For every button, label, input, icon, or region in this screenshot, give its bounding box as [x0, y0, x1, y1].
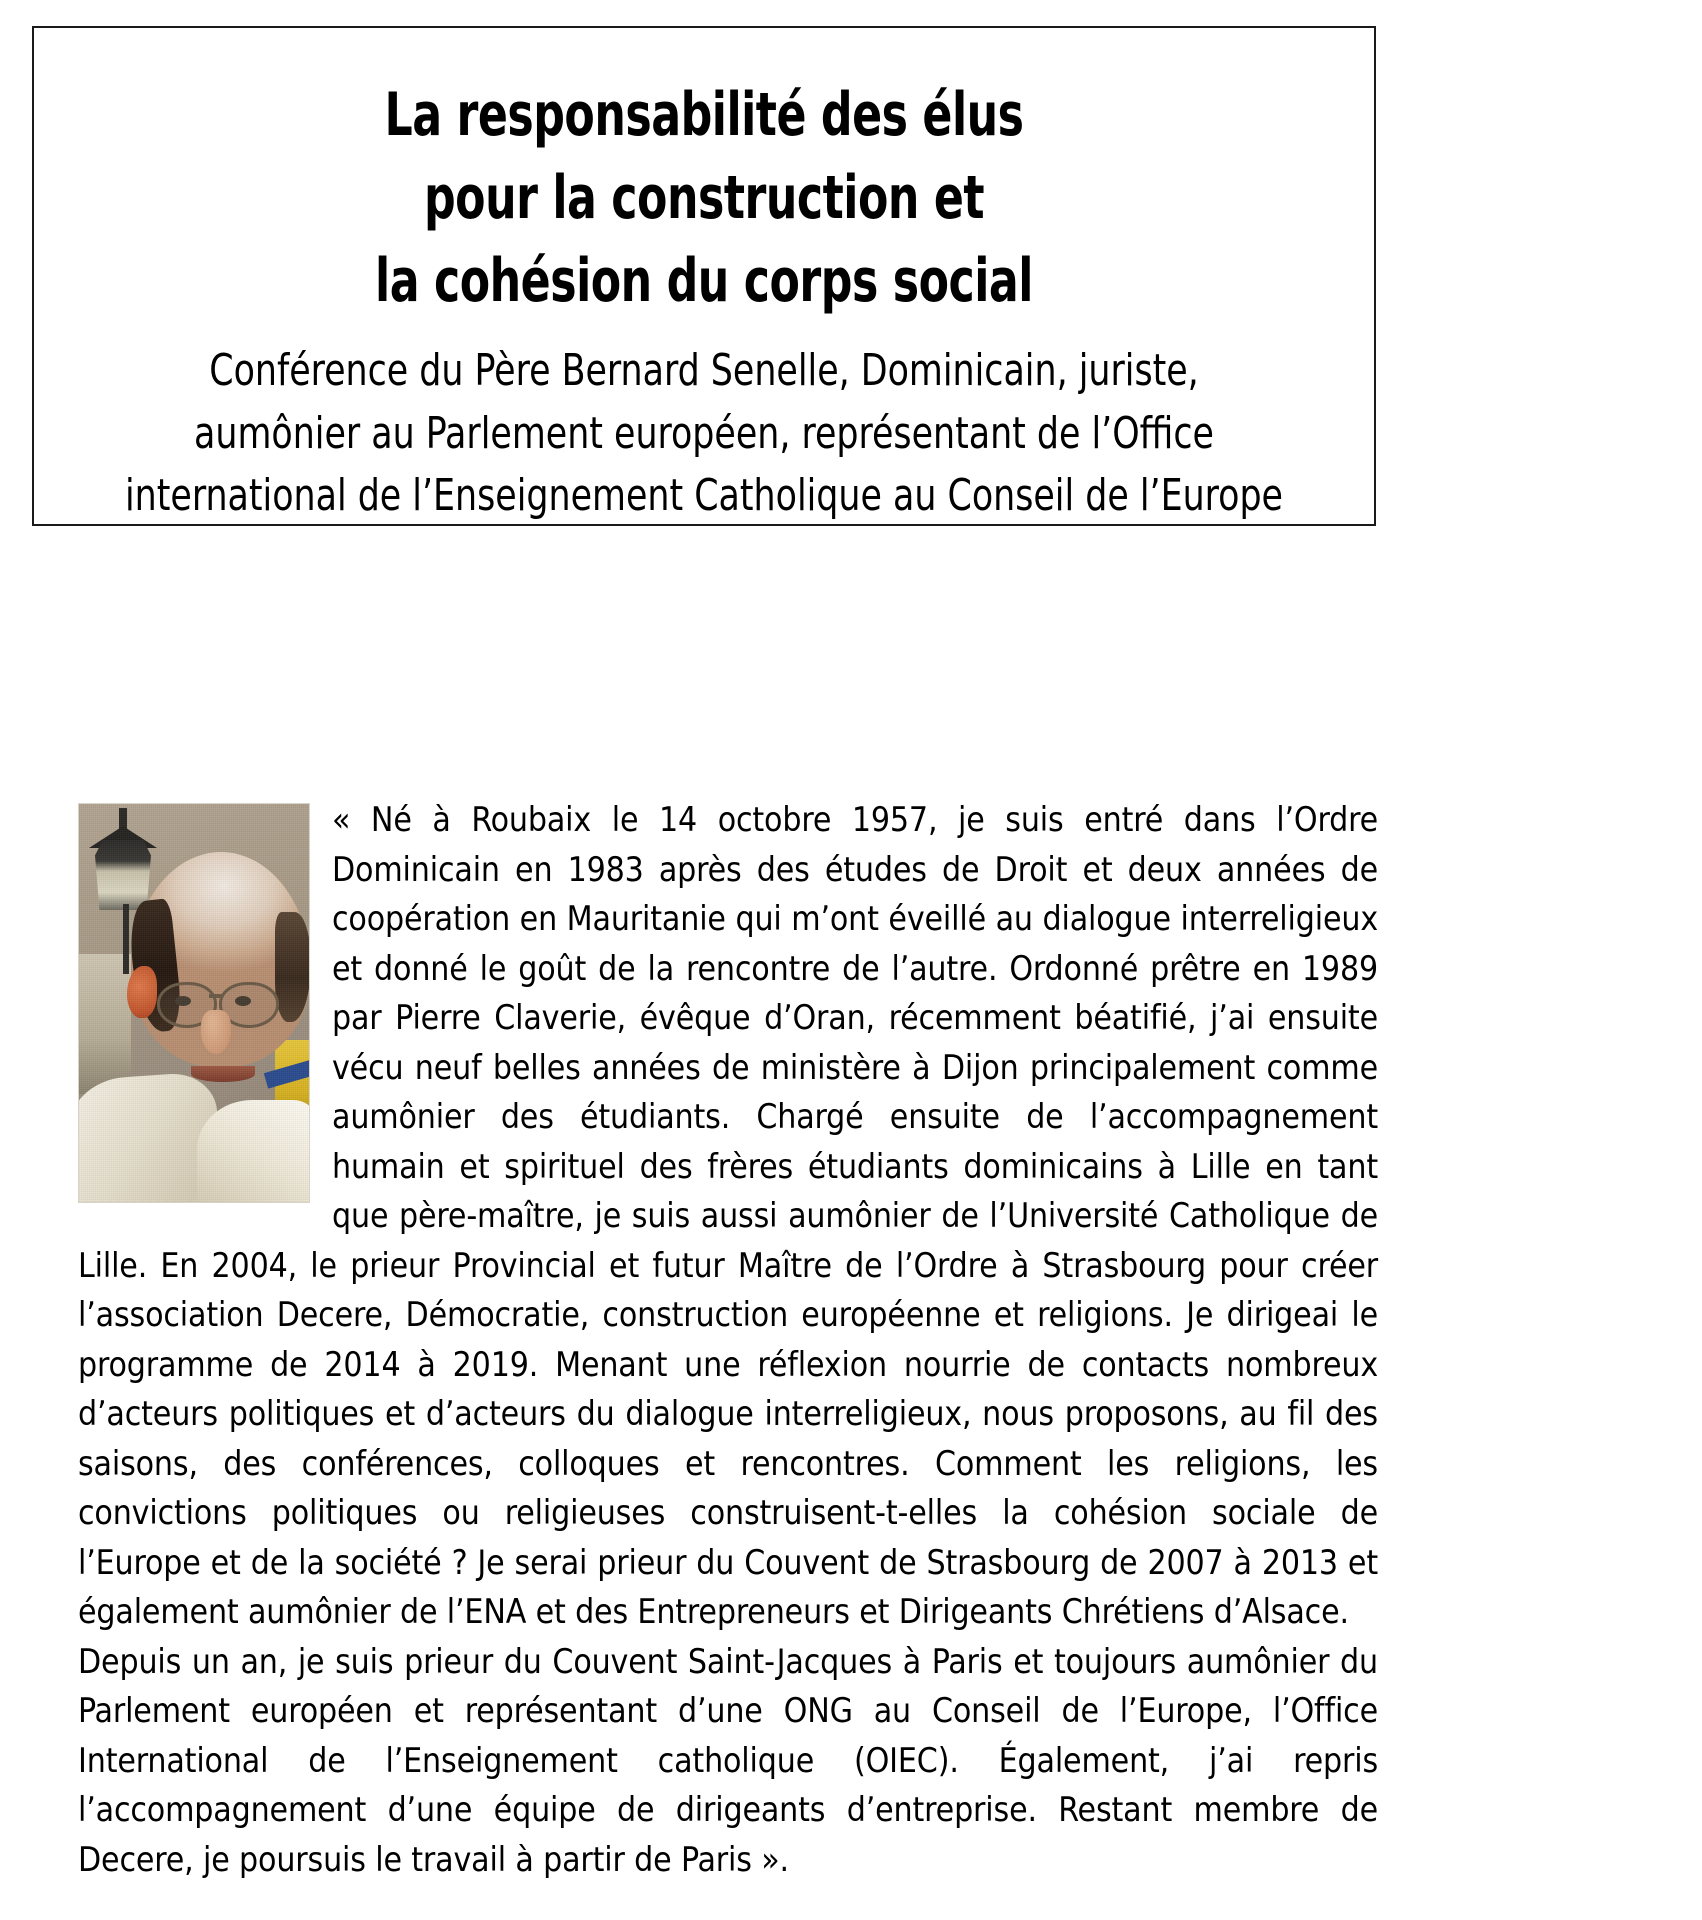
subtitle-line-1: Conférence du Père Bernard Senelle, Dominicain, juriste,	[209, 345, 1199, 397]
portrait-photo	[78, 803, 310, 1203]
title-line-1: La responsabilité des élus	[384, 80, 1024, 150]
photo-scan-grain	[79, 804, 309, 1202]
biography-section	[78, 795, 1378, 1884]
subtitle-line-2: aumônier au Parlement européen, représentant de l’Office	[194, 407, 1214, 459]
page-title	[34, 28, 1374, 322]
title-line-2: pour la construction et	[423, 162, 985, 233]
page-subtitle	[34, 340, 1374, 526]
subtitle-line-3: international de l’Enseignement Catholique au Conseil de l’Europe	[124, 470, 1284, 522]
title-line-3: la cohésion du corps social	[375, 245, 1033, 316]
biography-paragraph-1: « Né à Roubaix le 14 octobre 1957, je suis entré dans l’Ordre Dominicain en 1983 après des études de Droit et deux années de coopération en Mauritanie qui m’ont éveillé au dialogue interreligieux et donné le goût de la rencontre de l’autre. Ordonné prêtre en 1989 par Pierre Claverie, évêque d’Oran, récemment béatifié, j’ai ensuite vécu neuf belles années de ministère à Dijon principalement comme aumônier des étudiants. Chargé ensuite de l’accompagnement humain et spirituel des frères étudiants dominicains à Lille en tant que père-maître, je suis aussi aumônier de l’Université Catholique de Lille. En 2004, le prieur Provincial et futur Maître de l’Ordre à Strasbourg pour créer l’association Decere, Démocratie, construction européenne et religions. Je dirigeai le programme de 2014 à 2019. Menant une réflexion nourrie de contacts nombreux d’acteurs politiques et d’acteurs du dialogue interreligieux, nous proposons, au fil des saisons, des conférences, colloques et rencontres. Comment les religions, les convictions politiques ou religieuses construisent-t-elles la cohésion sociale de l’Europe et de la société ? Je serai prieur du Couvent de Strasbourg de 2007 à 2013 et également aumônier de l’ENA et des Entrepreneurs et Dirigeants Chrétiens d’Alsace.	[78, 800, 1378, 1631]
header-box	[32, 26, 1376, 526]
biography-paragraph-2: Depuis un an, je suis prieur du Couvent Saint-Jacques à Paris et toujours aumônier du Parlement européen et représentant d’une ONG au Conseil de l’Europe, l’Office International de l’Enseignement catholique (OIEC). Également, j’ai repris l’accompagnement d’une équipe de dirigeants d’entreprise. Restant membre de Decere, je poursuis le travail à partir de Paris ».	[78, 1641, 1378, 1879]
